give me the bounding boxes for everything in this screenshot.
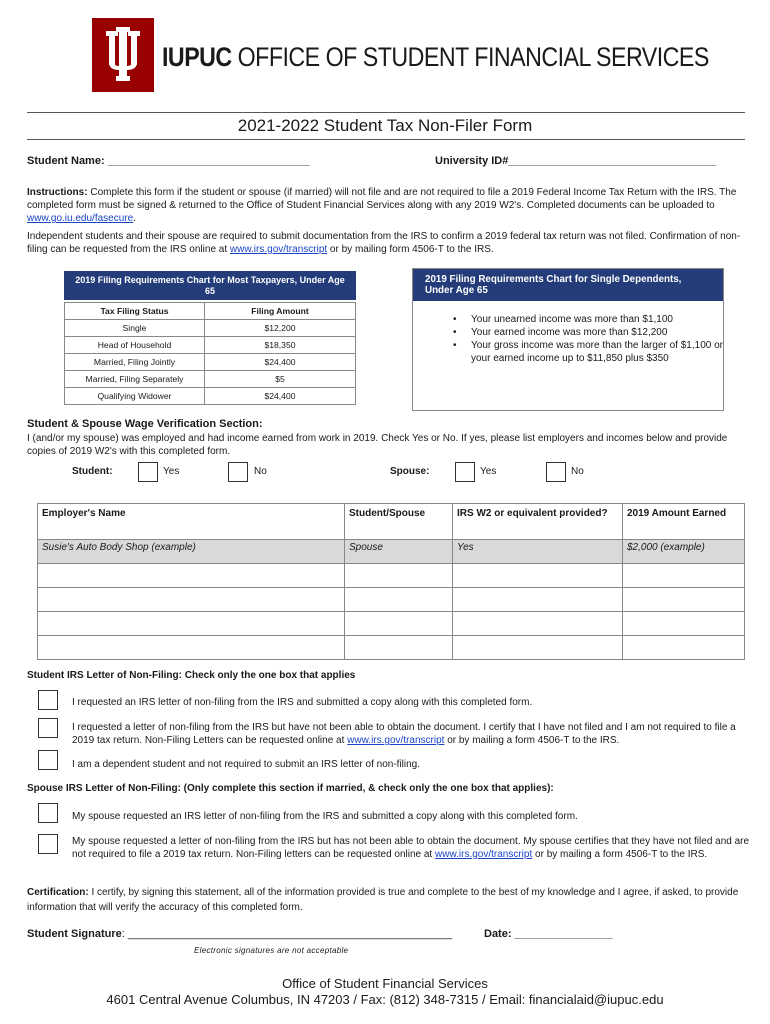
filing-chart-most-taxpayers xyxy=(64,271,356,405)
employer-cell[interactable] xyxy=(38,588,345,612)
spouse-letter-heading: Spouse IRS Letter of Non-Filing: (Only complete this section if married, & check only the one box that applies): xyxy=(27,783,554,794)
student-option1-checkbox[interactable] xyxy=(38,690,58,710)
independent-text-end: or by mailing form 4506-T to the IRS. xyxy=(327,244,494,255)
instructions-paragraph xyxy=(27,186,747,225)
table-row-example xyxy=(38,540,745,564)
fasecure-link[interactable]: www.go.iu.edu/fasecure xyxy=(27,213,134,224)
amount-cell[interactable] xyxy=(623,636,745,660)
form-title: 2021-2022 Student Tax Non-Filer Form xyxy=(237,116,533,135)
employer-cell[interactable] xyxy=(38,636,345,660)
student-option3-text: I am a dependent student and not required to submit an IRS letter of non-filing. xyxy=(72,759,420,770)
spouse-yes-checkbox[interactable] xyxy=(455,462,475,482)
org-short: IUPUC xyxy=(162,42,232,72)
date-field[interactable]: Date: ________________ xyxy=(484,928,613,940)
footer-office: Office of Student Financial Services xyxy=(282,976,488,991)
status-cell: Qualifying Widower xyxy=(65,388,205,405)
wage-section-text: I (and/or my spouse) was employed and had income earned from work in 2019. Check Yes or No. If yes, please list employers and incomes below and provide copies of 2019 W2's with this completed form. xyxy=(27,433,728,457)
filing-chart-single-dependents xyxy=(412,268,724,411)
col-student-spouse: Student/Spouse xyxy=(345,504,453,540)
table-header-row xyxy=(38,504,745,540)
table-header-row xyxy=(65,303,356,320)
filing-requirements-table xyxy=(64,302,356,405)
employer-table xyxy=(37,503,745,660)
table-row xyxy=(38,636,745,660)
footer-address: 4601 Central Avenue Columbus, IN 47203 / Fax: (812) 348-7315 / Email: financialaid@iupuc.edu xyxy=(106,992,664,1007)
spouse-label: Spouse: xyxy=(390,466,430,477)
status-cell: Head of Household xyxy=(65,337,205,354)
certification-text: I certify, by signing this statement, all of the information provided is true and complete to the best of my knowledge and I agree, if asked, to provide information that will verify the accuracy of this completed form. xyxy=(27,887,739,913)
w2-cell[interactable] xyxy=(453,588,623,612)
table-row xyxy=(65,371,356,388)
independent-paragraph xyxy=(27,230,747,256)
table-row xyxy=(38,612,745,636)
amount-cell: $12,200 xyxy=(205,320,356,337)
student-no-label: No xyxy=(254,466,267,477)
student-spouse-cell[interactable] xyxy=(345,588,453,612)
list-item: • Your gross income was more than the larger of $1,100 or your earned income up to $11,850 plus $350 xyxy=(453,339,723,365)
status-cell: Single xyxy=(65,320,205,337)
student-option1-text: I requested an IRS letter of non-filing from the IRS and submitted a copy along with this completed form. xyxy=(72,697,533,708)
org-brand xyxy=(162,40,709,74)
amount-cell: $18,350 xyxy=(205,337,356,354)
instructions-text: Complete this form if the student or spouse (if married) will not file and are not required to file a 2019 Federal Income Tax Return with the IRS. The completed form must be signed & returned to the Office of Student Financial Services along with any 2019 W2's. Completed documents can be uploaded to xyxy=(27,187,737,211)
example-student-spouse: Spouse xyxy=(345,540,453,564)
spouse-option2-checkbox[interactable] xyxy=(38,834,58,854)
divider xyxy=(27,112,745,113)
instructions-text-end: . xyxy=(133,213,136,224)
example-employer: Susie's Auto Body Shop (example) xyxy=(38,540,345,564)
option2-text-end: or by mailing a form 4506-T to the IRS. xyxy=(532,849,708,860)
student-no-checkbox[interactable] xyxy=(228,462,248,482)
table-row xyxy=(65,354,356,371)
amount-cell: $24,400 xyxy=(205,354,356,371)
student-yes-checkbox[interactable] xyxy=(138,462,158,482)
irs-transcript-link[interactable]: www.irs.gov/transcript xyxy=(229,244,328,255)
student-spouse-cell[interactable] xyxy=(345,612,453,636)
list-item: • Your earned income was more than $12,200 xyxy=(453,326,723,339)
table-row xyxy=(65,337,356,354)
example-amount: $2,000 (example) xyxy=(623,540,745,564)
table-row xyxy=(65,388,356,405)
university-id-field[interactable]: University ID#__________________________________ xyxy=(435,155,717,167)
student-option3-checkbox[interactable] xyxy=(38,750,58,770)
col-employer-name: Employer's Name xyxy=(38,504,345,540)
table-row xyxy=(38,564,745,588)
signature-note: Electronic signatures are not acceptable xyxy=(194,946,349,955)
w2-cell[interactable] xyxy=(453,612,623,636)
signature-label: Student Signature xyxy=(27,928,122,940)
spouse-option2-text xyxy=(72,835,750,861)
amount-cell: $24,400 xyxy=(205,388,356,405)
col-tax-filing-status: Tax Filing Status xyxy=(65,303,205,320)
status-cell: Married, Filing Jointly xyxy=(65,354,205,371)
irs-transcript-link[interactable]: www.irs.gov/transcript xyxy=(435,849,533,860)
spouse-yes-label: Yes xyxy=(480,466,497,477)
option2-text: My spouse requested a letter of non-filing from the IRS but has not been able to obtain the document. My spouse certifies that they have not filed and are not required to file a 2019 tax return. Non-Filing letters can be requested online at xyxy=(72,836,750,860)
amount-cell[interactable] xyxy=(623,612,745,636)
independent-text: Independent students and their spouse are required to submit documentation from the IRS to confirm a 2019 federal tax return was not filed. Confirmation of non-filing can be requested from the IRS online at xyxy=(27,231,741,255)
student-letter-heading: Student IRS Letter of Non-Filing: Check only the one box that applies xyxy=(27,670,356,681)
col-w2-provided: IRS W2 or equivalent provided? xyxy=(453,504,623,540)
amount-cell: $5 xyxy=(205,371,356,388)
student-spouse-cell[interactable] xyxy=(345,564,453,588)
student-spouse-cell[interactable] xyxy=(345,636,453,660)
col-filing-amount: Filing Amount xyxy=(205,303,356,320)
table-row xyxy=(38,588,745,612)
student-yes-label: Yes xyxy=(163,466,180,477)
spouse-no-label: No xyxy=(571,466,584,477)
amount-cell[interactable] xyxy=(623,564,745,588)
spouse-option1-text: My spouse requested an IRS letter of non-filing from the IRS and submitted a copy along with this completed form. xyxy=(72,811,578,822)
table-row xyxy=(65,320,356,337)
signature-line: : _____________________________________________________ xyxy=(121,928,453,940)
status-cell: Married, Filing Separately xyxy=(65,371,205,388)
certification-paragraph xyxy=(27,885,747,915)
org-long: OFFICE OF STUDENT FINANCIAL SERVICES xyxy=(237,42,709,72)
divider xyxy=(27,139,745,140)
w2-cell[interactable] xyxy=(453,564,623,588)
employer-cell[interactable] xyxy=(38,612,345,636)
student-option2-text xyxy=(72,721,750,747)
chart-title: 2019 Filing Requirements Chart for Most Taxpayers, Under Age 65 xyxy=(64,271,356,300)
trident-icon xyxy=(92,18,154,92)
student-option2-checkbox[interactable] xyxy=(38,718,58,738)
list-item: • Your unearned income was more than $1,100 xyxy=(453,313,723,326)
instructions-lead: Instructions: xyxy=(27,187,88,198)
spouse-option1-checkbox[interactable] xyxy=(38,803,58,823)
signature-field[interactable] xyxy=(27,928,452,940)
option2-text-end: or by mailing a form 4506-T to the IRS. xyxy=(444,735,620,746)
col-amount-earned: 2019 Amount Earned xyxy=(623,504,745,540)
amount-cell[interactable] xyxy=(623,588,745,612)
chart-title: 2019 Filing Requirements Chart for Single Dependents, Under Age 65 xyxy=(413,269,723,301)
example-w2: Yes xyxy=(453,540,623,564)
iu-logo xyxy=(92,18,154,92)
requirements-list xyxy=(413,301,723,365)
certification-lead: Certification: xyxy=(27,887,89,898)
employer-cell[interactable] xyxy=(38,564,345,588)
wage-section-heading: Student & Spouse Wage Verification Section: xyxy=(27,418,263,430)
irs-transcript-link[interactable]: www.irs.gov/transcript xyxy=(347,735,445,746)
w2-cell[interactable] xyxy=(453,636,623,660)
spouse-no-checkbox[interactable] xyxy=(546,462,566,482)
student-name-field[interactable]: Student Name: _________________________________ xyxy=(27,155,310,167)
option2-text: I requested a letter of non-filing from the IRS but have not been able to obtain the document. I certify that I have not filed and I am not required to file a 2019 tax return. Non-Filing Letters can be requested online at xyxy=(72,722,736,746)
student-label: Student: xyxy=(72,466,113,477)
